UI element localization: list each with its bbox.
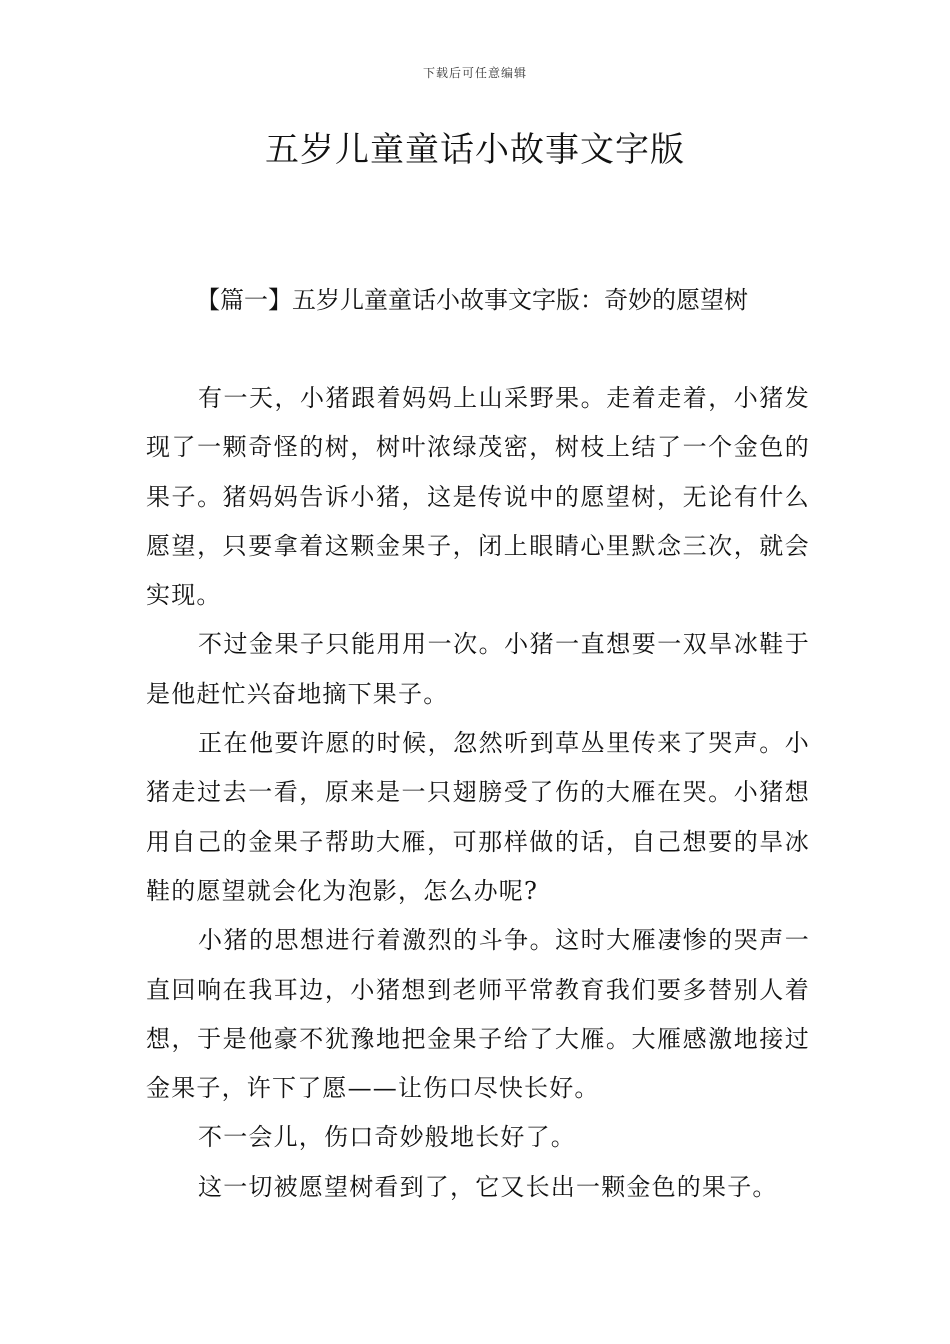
header-note: 下载后可任意编辑 [422,66,527,80]
paragraph: 正在他要许愿的时候，忽然听到草丛里传来了哭声。小猪走过去一看，原来是一只翅膀受了伤的大雁在哭。小猪想用自己的金果子帮助大雁，可那样做的话，自己想要的旱冰鞋的愿望就会化为泡影，怎么办呢? [146,729,810,905]
paragraph: 不过金果子只能用用一次。小猪一直想要一双旱冰鞋于是他赶忙兴奋地摘下果子。 [146,630,810,708]
story-body [146,374,810,1212]
document-title: 五岁儿童童话小故事文字版 [265,130,685,170]
section-heading: 【篇一】五岁儿童童话小故事文字版：奇妙的愿望树 [196,286,748,314]
paragraph: 这一切被愿望树看到了，它又长出一颗金色的果子。 [198,1172,778,1201]
paragraph: 小猪的思想进行着激烈的斗争。这时大雁凄惨的哭声一直回响在我耳边，小猪想到老师平常教育我们要多替别人着想，于是他豪不犹豫地把金果子给了大雁。大雁感激地接过金果子，许下了愿——让伤口尽快长好。 [146,926,810,1103]
paragraph: 不一会儿，伤口奇妙般地长好了。 [198,1123,576,1152]
paragraph: 有一天，小猪跟着妈妈上山采野果。走着走着，小猪发现了一颗奇怪的树，树叶浓绿茂密，树枝上结了一个金色的果子。猪妈妈告诉小猪，这是传说中的愿望树，无论有什么愿望，只要拿着这颗金果子，闭上眼睛心里默念三次，就会实现。 [146,384,810,610]
